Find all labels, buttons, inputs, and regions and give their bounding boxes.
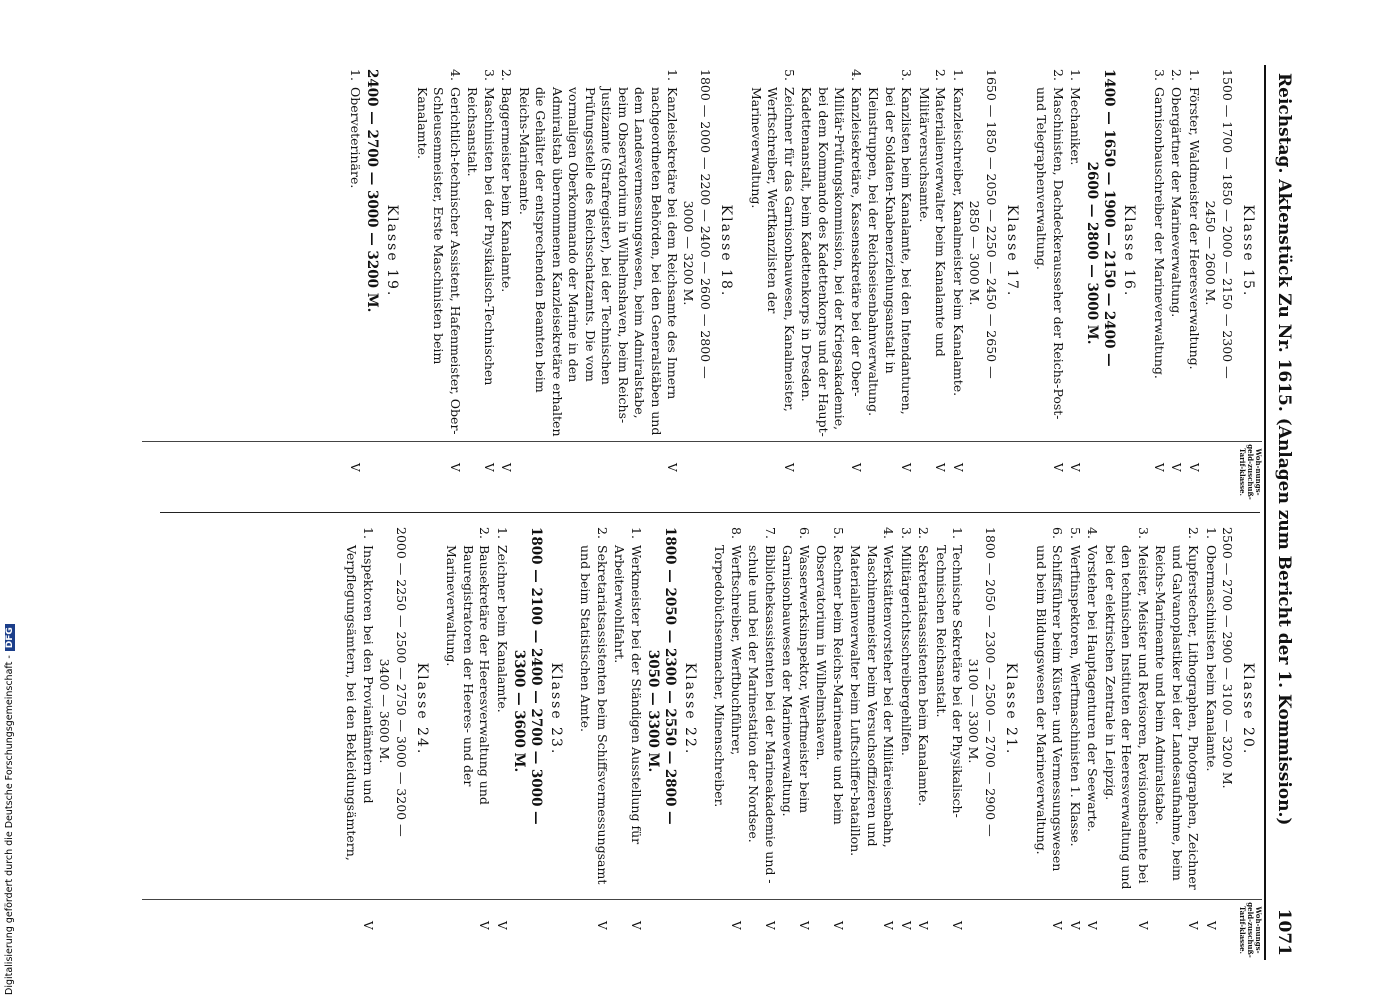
item-text: Förster, Waldmeister der Heeresverwaltung. — [1187, 87, 1202, 370]
tarif-class-mark: V — [782, 463, 796, 472]
tarif-class-mark: V — [665, 463, 680, 472]
item-text: Schiffsführer beim Küsten- und Vermessungswesen und beim Bildungswesen der Marineverwaltung. — [1034, 545, 1066, 872]
tarif-class-mark: V — [348, 463, 363, 472]
salary-scale: 2450 — 2600 M. — [1203, 200, 1218, 306]
item-text: Maschinisten bei der Physikalisch-Technischen Reichsanstalt. — [465, 87, 497, 386]
klasse-title: Klasse 22. — [682, 662, 698, 756]
section-gap — [340, 65, 346, 437]
item-number: 8. — [729, 527, 744, 539]
dfg-logo: DFG — [5, 624, 15, 651]
klasse-title: Klasse 19. — [384, 204, 401, 298]
list-item — [1067, 65, 1084, 472]
item-number: 2. — [477, 527, 493, 539]
item-text: Bausekretäre der Heeresverwaltung und Bauregistratoren der Heeres- und der Marineverwaltung. — [444, 545, 493, 805]
klasse-title: Klasse 21. — [1003, 662, 1020, 756]
salary-scale: 3000 — 3200 M. — [681, 200, 697, 306]
item-text: Sekretariatsassistenten beim Kanalamte. — [916, 545, 932, 807]
item-number: 1. — [348, 69, 364, 81]
item-text: Garnisonbauschreiber der Marineverwaltung. — [1152, 87, 1167, 379]
header-title: Reichstag. Aktenstück Zu Nr. 1615. (Anlagen zum Bericht der 1. Kommission.) — [1274, 73, 1294, 826]
section-gap — [436, 523, 442, 895]
column-head: Woh-nungs-geld-zuschuß-Tarif-klasse. — [1238, 902, 1263, 958]
item-number: 3. — [482, 69, 497, 81]
tarif-class-mark: V — [849, 463, 863, 472]
item-text: Technische Sekretäre bei der Physikalisch-Technischen Reichsanstalt. — [934, 545, 966, 818]
item-text: Kupferstecher, Lithographen, Photographen, Zeichner und Galvanoplastiker bei der Landesaufnahme, beim Reichs-Marineamte und beim Admiralstabe. — [1153, 545, 1202, 890]
tarif-class-mark: V — [899, 463, 914, 472]
item-text: Kanzleisekretäre bei dem Reichsamte des Innern nachgeordneten Behörden, bei den Generalstäben und dem Landesvermessungswesen, beim Admiralstabe, beim Observatorium in Wilhelmshaven, beim Reichs-Justizamte (Strafregister), bei der Technischen Prüfungsstelle des Reichsschatzamts. Die vom vormaligen Oberkommando der Marine in den Admiralstab übernommenen Kanzleisekretäre erhalten die Gehälter der entsprechenden Beamten beim Reichs-Marineamte. — [517, 87, 681, 437]
tarif-class-mark: V — [1068, 463, 1083, 472]
klasse-title: Klasse 15. — [1240, 204, 1256, 298]
column-head: Woh-nungs-geld-zuschuß-Tarif-klasse. — [1238, 444, 1263, 500]
salary-scale: 2500 — 2700 — 2900 — 3100 — 3200 M. — [1220, 527, 1235, 789]
list-item — [1152, 523, 1202, 930]
item-number: 1. — [361, 527, 376, 539]
item-text: Kanzleischreiber, Kanalmeister beim Kanalamte. — [951, 87, 966, 397]
column-divider — [160, 512, 1260, 513]
salary-scale: 1800 — 2050 — 2300 — 2500 — 2700 — 2900 — — [983, 527, 999, 837]
right-column — [142, 523, 1262, 960]
klasse-title: Klasse 16. — [1121, 204, 1138, 298]
item-number: 6. — [797, 527, 812, 539]
item-number: 2. — [1186, 527, 1202, 539]
item-text: Kanzleisekretäre, Kassensekretäre bei der Ober-Militär-Prüfungskommission, bei der Kriegsakademie, bei dem Kommando des Kadettenkorps und der Haupt-Kadettenanstalt, beim Kadettenkorps in Dresden. — [799, 87, 864, 437]
list-item — [1151, 65, 1168, 472]
item-number: 6. — [1050, 527, 1066, 539]
item-text: Rechner beim Reichs-Marineamte und beim Observatorium in Wilhelmshaven. — [814, 545, 846, 825]
tarif-class-mark: V — [361, 921, 375, 930]
column-rule — [142, 441, 1262, 442]
item-number: 3. — [1136, 527, 1151, 539]
salary-scale: 1800 — 2050 — 2300 — 2550 — 2800 — — [662, 527, 678, 825]
item-number: 1. — [629, 527, 644, 539]
tarif-class-mark: V — [933, 463, 948, 472]
item-number: 3. — [899, 527, 914, 539]
klasse-title: Klasse 24. — [414, 662, 430, 756]
list-item — [779, 523, 812, 930]
list-item — [516, 65, 681, 472]
list-item — [748, 65, 798, 472]
page-number: 1071 — [1274, 908, 1294, 956]
salary-scale: 2000 — 2250 — 2500 — 2750 — 3000 — 3200 — — [394, 527, 409, 837]
tarif-class-mark: V — [1204, 921, 1218, 930]
tarif-class-mark: V — [1136, 921, 1150, 930]
item-text: Baggermeister beim Kanalamte. — [499, 87, 515, 293]
item-text: Zeichner beim Kanalamte. — [495, 545, 510, 713]
list-item — [1033, 65, 1066, 472]
tarif-class-mark: V — [499, 463, 514, 472]
list-item — [577, 523, 610, 930]
item-text: Militärgerichtsschreibergehilfen. — [899, 545, 914, 756]
tarif-class-mark: V — [595, 921, 609, 930]
tarif-class-mark: V — [448, 463, 462, 472]
item-number: 1. — [495, 527, 510, 539]
list-item — [915, 523, 932, 930]
list-item — [813, 523, 846, 930]
salary-scale: 3100 — 3300 M. — [966, 658, 982, 764]
item-text: Oberveterinäre. — [348, 87, 364, 189]
section-gap — [407, 65, 413, 437]
salary-scale: 1650 — 1850 — 2050 — 2250 — 2450 — 2650 — — [984, 69, 999, 379]
tarif-class-mark: V — [1186, 921, 1201, 930]
item-number: 7. — [763, 527, 778, 539]
item-number: 2. — [933, 69, 949, 81]
section-gap — [1144, 65, 1150, 437]
item-number: 3. — [1152, 69, 1167, 81]
klasse-title: Klasse 20. — [1240, 662, 1256, 756]
page-header — [1264, 65, 1300, 960]
list-item — [1067, 523, 1084, 930]
list-item — [1186, 65, 1203, 472]
list-item — [414, 65, 464, 472]
tarif-class-mark: V — [950, 921, 965, 930]
tarif-class-mark: V — [1085, 921, 1100, 930]
item-number: 2. — [916, 527, 932, 539]
list-item — [343, 523, 376, 930]
list-item — [865, 65, 915, 472]
section-gap — [741, 65, 747, 437]
list-item — [898, 523, 915, 930]
list-item — [798, 65, 864, 472]
item-number: 5. — [1068, 527, 1083, 539]
salary-scale: 2600 — 2800 — 3000 M. — [1084, 161, 1101, 345]
item-text: Gerichtlich-technischer Assistent, Hafenmeister, Ober-Schleusenmeister, Erste Maschinisten beim Kanalamte. — [415, 87, 463, 435]
section-gap — [570, 523, 576, 895]
klasse-title: Klasse 23. — [548, 662, 564, 756]
salary-scale: 3400 — 3600 M. — [377, 658, 392, 764]
salary-scale: 1800 — 2000 — 2200 — 2400 — 2600 — 2800 — — [698, 69, 714, 379]
list-item — [1168, 65, 1185, 472]
tarif-class-mark: V — [1051, 463, 1065, 472]
tarif-class-mark: V — [729, 921, 743, 930]
list-item — [916, 65, 949, 472]
item-number: 2. — [499, 69, 515, 81]
item-number: 1. — [951, 69, 966, 81]
tarif-class-mark: V — [831, 921, 845, 930]
list-item — [494, 523, 511, 930]
column-rule — [142, 899, 1262, 900]
item-number: 4. — [849, 69, 864, 81]
item-number: 1. — [950, 527, 966, 539]
list-item — [1033, 523, 1066, 930]
item-text: Werftschreiber, Werftbuchführer, Torpedobüchsenmacher, Minenschreiber. — [712, 545, 744, 808]
list-item — [1084, 523, 1101, 930]
list-item — [443, 523, 493, 930]
item-number: 1. — [1187, 69, 1202, 81]
tarif-class-mark: V — [951, 463, 965, 472]
tarif-class-mark: V — [477, 921, 492, 930]
tarif-class-mark: V — [916, 921, 931, 930]
item-text: Werkmeister bei der Ständigen Ausstellung für Arbeiterwohlfahrt. — [612, 545, 644, 845]
salary-scale: 1800 — 2100 — 2400 — 2700 — 3000 — — [528, 527, 544, 825]
klasse-title: Klasse 17. — [1004, 204, 1020, 298]
item-number: 4. — [448, 69, 463, 81]
item-number: 4. — [881, 527, 897, 539]
item-number: 1. — [1068, 69, 1084, 81]
item-number: 1. — [1204, 527, 1219, 539]
salary-scale: 3300 — 3600 M. — [511, 649, 527, 773]
tarif-class-mark: V — [482, 463, 496, 472]
item-text: Zeichner für das Garnisonbauwesen, Kanalmeister, Werftschreiber, Werftkanzlisten der Marineverwaltung. — [749, 87, 797, 412]
tarif-class-mark: V — [1152, 463, 1166, 472]
item-number: 2. — [595, 527, 610, 539]
tarif-class-mark: V — [495, 921, 509, 930]
item-number: 5. — [831, 527, 846, 539]
list-item — [611, 523, 644, 930]
item-text: Inspektoren bei den Proviantämtern und Verpflegungsämtern, bei den Bekleidungsämtern, — [344, 545, 376, 861]
tarif-class-mark: V — [899, 921, 913, 930]
section-gap — [704, 523, 710, 895]
section-gap — [1026, 65, 1032, 437]
item-text: Vorsteher bei Hauptagenturen der Seewarte. — [1085, 545, 1101, 833]
footer-text: Digitalisierung gefördert durch die Deutsche Forschungsgemeinschaft - — [4, 655, 15, 995]
list-item — [1102, 523, 1152, 930]
tarif-class-mark: V — [763, 921, 777, 930]
section-gap — [1026, 523, 1032, 895]
right-column-content — [336, 523, 1262, 930]
list-item — [711, 523, 744, 930]
list-item — [933, 523, 966, 930]
list-item — [498, 65, 515, 472]
item-text: Werftinspektoren, Werftmaschinisten 1. Klasse. — [1068, 545, 1083, 847]
tarif-class-mark: V — [881, 921, 896, 930]
tarif-class-mark: V — [797, 921, 811, 930]
list-item — [347, 65, 364, 472]
item-number: 2. — [1051, 69, 1066, 81]
item-number: 2. — [1169, 69, 1185, 81]
salary-scale: 1400 — 1650 — 1900 — 2150 — 2400 — — [1101, 69, 1118, 367]
item-number: 4. — [1085, 527, 1101, 539]
list-item — [745, 523, 778, 930]
salary-scale: 3050 — 3300 M. — [645, 649, 661, 773]
item-text: Kanzlisten beim Kanalamte, bei den Intendanturen, bei der Soldaten-Knabenerziehungsanstalt in Kleinstruppen, bei der Reichseisenbahnverwaltung. — [866, 87, 915, 417]
item-text: Obermaschinisten beim Kanalamte. — [1204, 545, 1219, 772]
left-column-content — [340, 65, 1262, 472]
item-text: Meister, Meister und Revisoren, Revisionsbeamte bei den technischen Instituten der Heeresverwaltung und bei der elektrischen Zentrale in Leipzig. — [1103, 545, 1151, 890]
klasse-title: Klasse 18. — [718, 204, 735, 298]
tarif-class-mark: V — [629, 921, 643, 930]
section-gap — [336, 523, 342, 895]
item-text: Materialienverwalter beim Kanalamte und Militärversuchsamte. — [917, 87, 949, 357]
item-text: Werkstättenvorsteher bei der Militäreisenbahn, Maschinenmeister beim Versuchsoffizieren und Materialienverwalter beim Luftschiffer-bataillon. — [848, 545, 897, 857]
item-text: Wasserwerksinspektor, Werftmeister beim Garnisonbauwesen der Marineverwaltung. — [780, 545, 812, 817]
salary-scale: 1500 — 1700 — 1850 — 2000 — 2150 — 2300 — — [1220, 69, 1235, 379]
item-text: Sekretariatsassistenten beim Schiffsvermessungsamt und beim Statistischen Amte. — [578, 545, 610, 885]
item-text: Obergärtner der Marineverwaltung. — [1169, 87, 1185, 318]
digitization-footer — [4, 5, 15, 995]
salary-scale: 2850 — 3000 M. — [967, 200, 982, 306]
salary-scale: 2400 — 2700 — 3000 — 3200 M. — [364, 69, 381, 313]
item-number: 1. — [665, 69, 681, 81]
list-item — [1203, 523, 1220, 930]
item-text: Mechaniker. — [1068, 87, 1084, 166]
item-number: 5. — [782, 69, 797, 81]
list-item — [464, 65, 497, 472]
list-item — [950, 65, 967, 472]
tarif-class-mark: V — [1187, 463, 1201, 472]
tarif-class-mark: V — [1068, 921, 1082, 930]
list-item — [847, 523, 897, 930]
tarif-class-mark: V — [1050, 921, 1065, 930]
item-number: 3. — [899, 69, 915, 81]
document-page — [85, 65, 1300, 960]
item-text: Maschinisten, Dachdeckerausseher der Reichs-Post- und Telegraphenverwaltung. — [1034, 87, 1066, 420]
tarif-class-mark: V — [1169, 463, 1184, 472]
item-text: Bibliotheksassistenten bei der Marineakademie und -schule und bei der Marinestation der Nordsee. — [746, 545, 778, 884]
left-column — [142, 65, 1262, 502]
